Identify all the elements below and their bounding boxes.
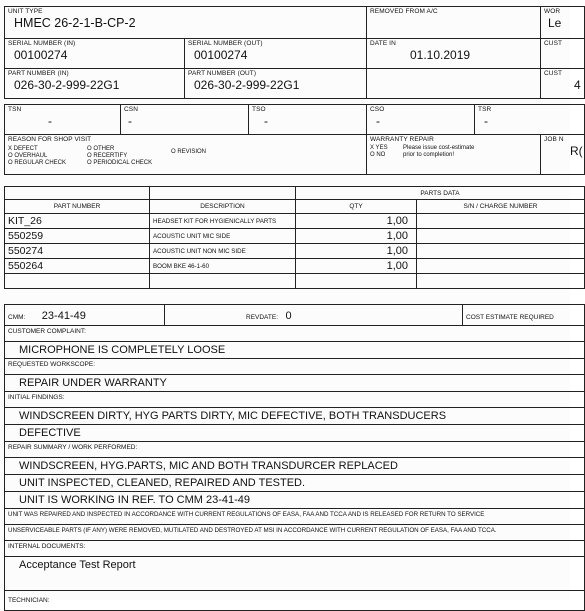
table-row (5, 244, 585, 259)
unit-info-table (4, 6, 585, 99)
part-in-label: PART NUMBER (IN) (8, 70, 69, 77)
table-row (5, 274, 585, 289)
warranty-note-2: prior to completion! (403, 152, 455, 158)
description-cell: HEADSET KIT FOR HYGIENICALLY PARTS (150, 214, 296, 229)
parts-data-table (4, 186, 585, 289)
serial-in-label: SERIAL NUMBER (IN) (8, 40, 76, 47)
reason-overhaul: O OVERHAUL (8, 153, 48, 159)
description-cell: ACOUSTIC UNIT NON MIC SIDE (150, 244, 296, 259)
qty-cell: 1,00 (296, 244, 417, 259)
internal-documents-text: Acceptance Test Report (5, 557, 585, 591)
col-description: DESCRIPTION (150, 200, 296, 214)
cso-value: - (376, 114, 380, 128)
summary-line-1: WINDSCREEN, HYG.PARTS, MIC AND BOTH TRANSDURCER REPLACED (5, 458, 585, 475)
revdate-value: 0 (285, 310, 292, 322)
reason-revision: O REVISION (171, 149, 207, 155)
wor-label: WOR (544, 8, 561, 15)
csn-value: - (128, 114, 132, 128)
cmm-value: 23-41-49 (41, 310, 86, 322)
col-sn: S/N / CHARGE NUMBER (417, 200, 585, 214)
sn-cell (417, 259, 585, 274)
reason-recertify: O RECERTIFY (87, 153, 128, 159)
warranty-label: WARRANTY REPAIR (370, 136, 434, 143)
col-part-number: PART NUMBER (5, 200, 150, 214)
part-number-cell: 550274 (5, 244, 150, 259)
sn-cell (417, 229, 585, 244)
sn-cell (417, 214, 585, 229)
reason-periodical-check: O PERIODICAL CHECK (87, 160, 153, 166)
cmm-label: CMM: (8, 314, 26, 321)
workscope-text: REPAIR UNDER WARRANTY (5, 375, 585, 392)
part-in-value: 026-30-2-999-22G1 (14, 78, 120, 92)
date-in-value: 01.10.2019 (410, 48, 471, 62)
tsn-label: TSN (8, 106, 22, 113)
work-table (4, 304, 585, 611)
table-row (5, 229, 585, 244)
reason-table (4, 134, 585, 175)
internal-documents-label: INTERNAL DOCUMENTS: (5, 541, 585, 557)
cost-estimate-label: COST ESTIMATE REQUIRED (466, 314, 554, 321)
cust-label: CUST (544, 40, 563, 47)
tsn-value: - (48, 114, 52, 128)
parts-data-title: PARTS DATA (296, 187, 585, 200)
warranty-no: O NO (370, 152, 386, 158)
part-number-cell: 550259 (5, 229, 150, 244)
cso-label: CSO (370, 106, 385, 113)
cust2-value: 4 (574, 78, 581, 92)
reason-other: O OTHER (87, 146, 115, 152)
qty-cell: 1,00 (296, 214, 417, 229)
reason-label: REASON FOR SHOP VISIT (8, 136, 92, 143)
part-number-cell: 550264 (5, 259, 150, 274)
sn-cell (417, 244, 585, 259)
unit-type-label: UNIT TYPE (8, 8, 43, 15)
tso-value: - (264, 114, 268, 128)
part-number-cell: KIT_26 (5, 214, 150, 229)
findings-label: INITIAL FINDINGS: (5, 392, 585, 408)
findings-line-1: WINDSCREEN DIRTY, HYG PARTS DIRTY, MIC DEFECTIVE, BOTH TRANSDUCERS (5, 408, 585, 425)
serial-out-value: 00100274 (194, 48, 248, 62)
reason-regular-check: O REGULAR CHECK (8, 160, 67, 166)
workscope-label: REQUESTED WORKSCOPE: (5, 359, 585, 375)
date-in-label: DATE IN (370, 40, 396, 47)
col-qty: QTY (296, 200, 417, 214)
technician-label: TECHNICIAN: (5, 591, 585, 611)
warranty-yes: X YES (370, 145, 388, 151)
tsr-value: - (484, 114, 488, 128)
tsr-label: TSR (478, 106, 492, 113)
description-cell: ACOUSTIC UNIT MIC SIDE (150, 229, 296, 244)
part-out-value: 026-30-2-999-22G1 (194, 78, 300, 92)
qty-cell: 1,00 (296, 259, 417, 274)
warranty-note-1: Please issue cost-estimate (403, 145, 475, 151)
table-row (5, 259, 585, 274)
tso-label: TSO (252, 106, 266, 113)
serial-in-value: 00100274 (14, 48, 68, 62)
findings-line-2: DEFECTIVE (5, 425, 585, 442)
cust2-label: CUST (544, 70, 563, 77)
wor-value: Le (548, 16, 562, 30)
complaint-label: CUSTOMER COMPLAINT: (5, 326, 585, 342)
summary-line-2: UNIT INSPECTED, CLEANED, REPAIRED AND TESTED. (5, 475, 585, 492)
csn-label: CSN (124, 106, 139, 113)
table-row (5, 214, 585, 229)
revdate-label: REVDATE: (246, 314, 279, 321)
times-table (4, 104, 585, 135)
summary-line-3: UNIT IS WORKING IN REF. TO CMM 23-41-49 (5, 492, 585, 509)
job-value: R( (570, 144, 583, 158)
part-out-label: PART NUMBER (OUT) (188, 70, 257, 77)
description-cell: BOOM BKE 46-1-60 (150, 259, 296, 274)
qty-cell: 1,00 (296, 229, 417, 244)
summary-label: REPAIR SUMMARY / WORK PERFORMED: (5, 442, 585, 458)
unit-type-value: HMEC 26-2-1-B-CP-2 (14, 16, 136, 30)
serial-out-label: SERIAL NUMBER (OUT) (188, 40, 263, 47)
job-label: JOB N (544, 136, 564, 143)
removed-from-label: REMOVED FROM A/C (370, 8, 438, 15)
release-statement: UNIT WAS REPAIRED AND INSPECTED IN ACCORDANCE WITH CURRENT REGULATIONS OF EASA, FAA AND TCCA AND IS RELEASED FOR RETURN TO SERVICE (5, 509, 585, 525)
reason-defect: X DEFECT (8, 146, 38, 152)
complaint-text: MICROPHONE IS COMPLETELY LOOSE (5, 342, 585, 359)
unserviceable-statement: UNSERVICEABLE PARTS (IF ANY) WERE REMOVED, MUTILATED AND DESTROYED AT MSI IN ACCORDANCE WITH CURRENT REGULATION OF EASA, FAA AND TCCA. (5, 525, 585, 541)
